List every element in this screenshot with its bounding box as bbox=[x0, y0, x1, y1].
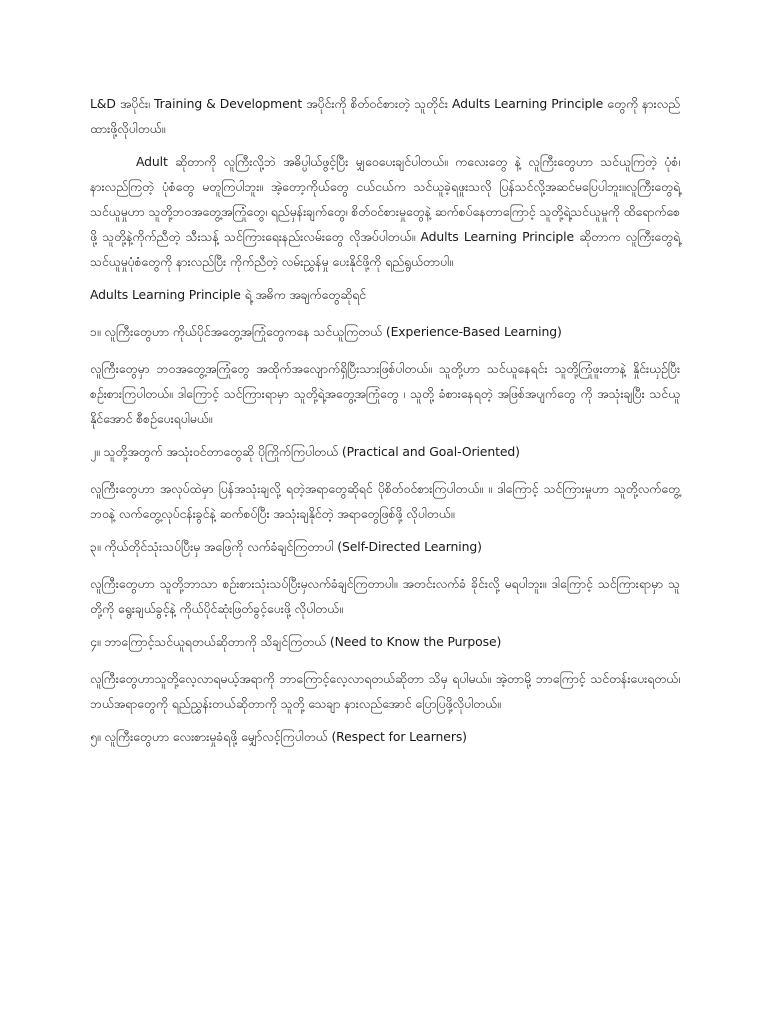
principles-heading: Adults Learning Principle ရဲ့ အဓိက အချက်တွေဆိုရင် bbox=[90, 287, 366, 302]
section-5-heading: ၅။ လူကြီးတွေဟာ လေးစားမှုခံရဖို့ မျှော်လင့်ကြပါတယ် (Respect for Learners) bbox=[90, 729, 467, 744]
section-3-body: လူကြီးတွေဟာ သူတို့ဘာသာ စဉ်းစားသုံးသပ်ပြီးမှလက်ခံချင်ကြတာပါ။ အတင်းလက်ခံ ခိုင်းလို့ မရပါဘူး။ ဒါကြောင့် သင်ကြားရာမှာ သူတို့ကို ရွေးချယ်ခွင့်နဲ့ ကိုယ်ပိုင်ဆုံးဖြတ်ခွင့်ပေးဖို့ လိုပါတယ်။ bbox=[90, 576, 680, 616]
section-2-body: လူကြီးတွေဟာ အလုပ်ထဲမှာ ပြန်အသုံးချလို့ ရတဲ့အရာတွေဆိုရင် ပိုစိတ်ဝင်စားကြပါတယ်။ ။ ဒါကြောင့် သင်ကြားမှုဟာ သူတို့လက်တွေ့ဘဝနဲ့ လက်တွေ့လုပ်ငန်းခွင်နဲ့ ဆက်စပ်ပြီး အသုံးချနိုင်တဲ့ အရာတွေဖြစ်ဖို့ လိုပါတယ်။ bbox=[90, 481, 680, 521]
section-1-body: လူကြီးတွေမှာ ဘဝအတွေ့အကြုံတွေ အထိုက်အလျောက်ရှိပြီးသားဖြစ်ပါတယ်။ သူတို့ဟာ သင်ယူနေရင်း သူတို့ကြုံဖူးတာနဲ့ နှိုင်းယှဉ်ပြီး စဉ်းစားကြပါတယ်။ ဒါကြောင့် သင်ကြားရာမှာ သူတို့ရဲ့အတွေ့အကြုံတွေ ၊ သူတို့ ခံစားနေရတဲ့ အဖြစ်အပျက်တွေ ကို အသုံးချပြီး သင်ယူနိုင်အောင် စီစဉ်ပေးရပါမယ်။ bbox=[90, 361, 680, 426]
section-3-heading: ၃။ ကိုယ်တိုင်သုံးသပ်ပြီးမှ အဖြေကို လက်ခံချင်ကြတာပါ (Self-Directed Learning) bbox=[90, 539, 482, 554]
section-2-heading: ၂။ သူတို့အတွက် အသုံးဝင်တာတွေဆို ပိုကြိုက်ကြပါတယ် (Practical and Goal-Oriented) bbox=[90, 444, 520, 459]
adult-definition-paragraph: Adult ဆိုတာကို လူကြီးလို့ဘဲ အဓိပ္ပါယ်ဖွင့်ပြီး မျှဝေပေးချင်ပါတယ်။ ကလေးတွေ နဲ့ လူကြီးတွေဟာ သင်ယူကြတဲ့ ပုံစံ၊ နားလည်ကြတဲ့ ပုံစံတွေ မတူကြပါဘူး။ အဲ့တော့ကိုယ်တွေ ငယ်ငယ်က သင်ယူခဲ့ရဖူးသလို ပြန်သင်လို့အဆင်မပြေပါဘူး။လူကြီးတွေရဲ့ သင်ယူမှုဟာ သူတို့ဘဝအတွေ့အကြုံတွေ၊ ရည်မှန်းချက်တွေ၊ စိတ်ဝင်စားမှုတွေနဲ့ ဆက်စပ်နေတာကြောင့် သူတို့ရဲ့သင်ယူမှုကို ထိရောက်စေဖို့ သူတို့နဲ့ကိုက်ညီတဲ့ သီးသန့် သင်ကြားရေးနည်းလမ်းတွေ လိုအပ်ပါတယ်။ Adults Learning Principle ဆိုတာက လူကြီးတွေရဲ့ သင်ယူမှုပုံစံတွေကို နားလည်ပြီး ကိုက်ညီတဲ့ လမ်းညွှန်မှု ပေးနိုင်ဖို့ကို ရည်ရွယ်တာပါ။ bbox=[90, 154, 680, 269]
section-4-body: လူကြီးတွေဟာသူတို့လေ့လာရမယ့်အရာကို ဘာကြောင့်လေ့လာရတယ်ဆိုတာ သိမှ ရပါမယ်။ အဲ့တာမို့ ဘာကြောင့် သင်တန်းပေးရတယ်၊ ဘယ်အရာတွေကို ရည်ညွှန်းတယ်ဆိုတာကို သူတို့ သေချာ နားလည်အောင် ပြောပြဖို့လိုပါတယ်။ bbox=[90, 671, 680, 711]
section-1-heading: ၁။ လူကြီးတွေဟာ ကိုယ်ပိုင်အတွေ့အကြုံတွေကနေ သင်ယူကြတယ် (Experience-Based Learning) bbox=[90, 324, 562, 339]
intro-paragraph: L&D အပိုင်း၊ Training & Development အပိုင်းကို စိတ်ဝင်စားတဲ့ သူတိုင်း Adults Learning Principle တွေကို နားလည်ထားဖို့လိုပါတယ်။ bbox=[90, 96, 680, 136]
section-4-heading: ၄။ ဘာကြောင့်သင်ယူရတယ်ဆိုတာကို သိချင်ကြတယ် (Need to Know the Purpose) bbox=[90, 634, 502, 649]
